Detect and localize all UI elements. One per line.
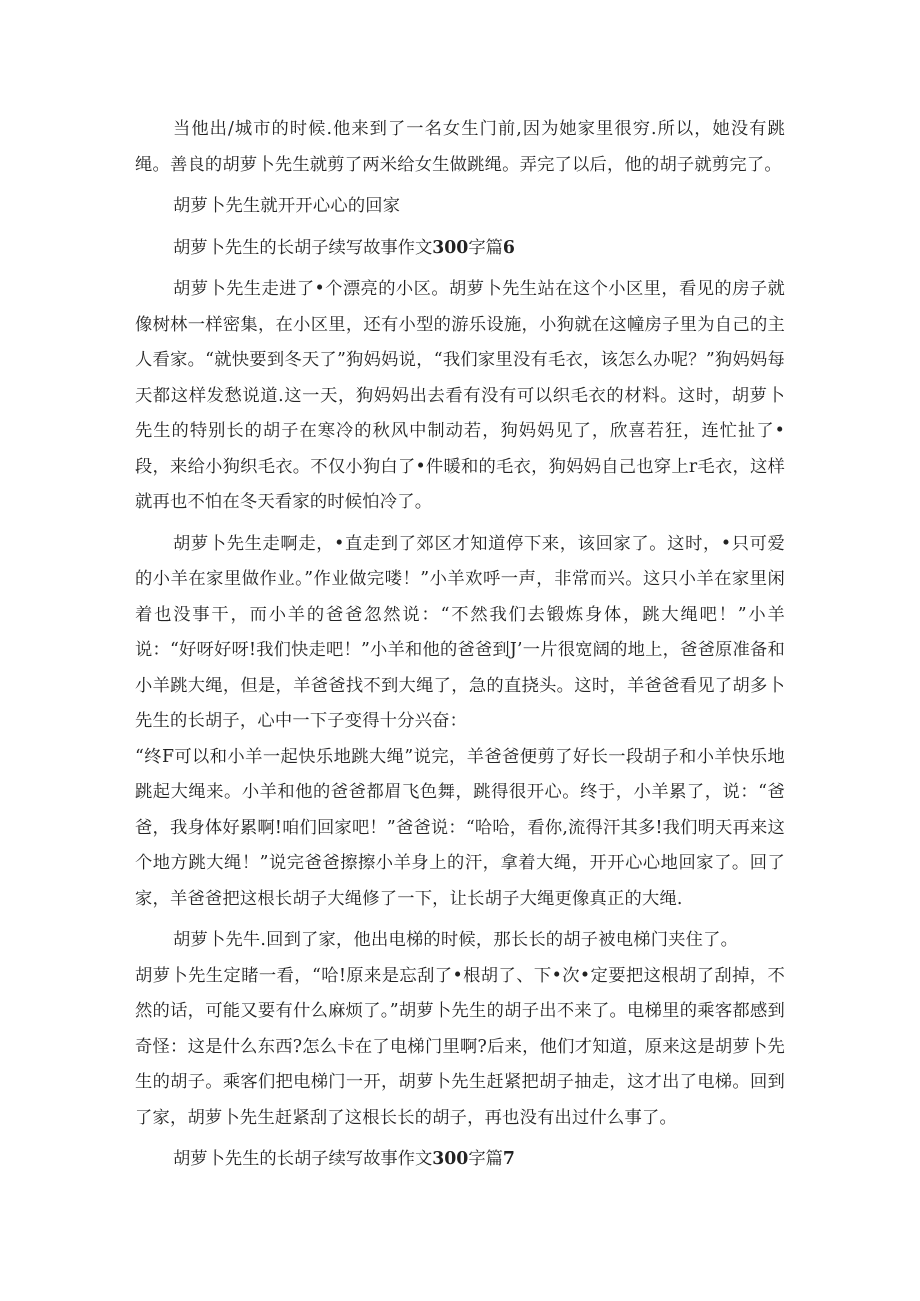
- heading-number: 300: [432, 237, 469, 258]
- heading-text: 字篇: [468, 1149, 503, 1169]
- paragraph: 当他出/城市的时候.他来到了一名女生门前,因为她家里很穷.所以，她没有跳绳。善良的胡萝卜先生就剪了两米给女生做跳绳。弄完了以后，他的胡子就剪完了。: [135, 119, 785, 175]
- paragraph: “终F可以和小羊一起快乐地跳大绳”说完，羊爸爸便剪了好长一段胡子和小羊快乐地跳起大绳来。小羊和他的爸爸都眉飞色舞，跳得很开心。终于，小羊累了，说：“爸爸，我身体好累啊!咱们回家吧！”爸爸说：“哈哈，看你,流得汗其多!我们明天再来这个地方跳大绳！”说完爸爸擦擦小羊身上的汗，拿着大绳，开开心心地回家了。回了家，羊爸爸把这根长胡子大绳修了一下，让长胡子大绳更像真正的大绳.: [135, 746, 785, 909]
- document-body: [135, 112, 785, 1178]
- heading-text: 胡萝卜先生的长胡子续写故事作文: [173, 237, 433, 258]
- heading-text: 字篇: [468, 237, 503, 258]
- paragraph: 胡萝卜先生走进了•个漂亮的小区。胡萝卜先生站在这个小区里，看见的房子就像树林一样密集，在小区里，还有小型的游乐设施，小狗就在这幢房子里为自己的主人看家。“就快要到冬天了”狗妈妈说，“我们家里没有毛衣，该怎么办呢？”狗妈妈每天都这样发愁说道.这一天，狗妈妈出去看有没有可以织毛衣的材料。这时，胡萝卜先生的特别长的胡子在寒冷的秋风中制动若，狗妈妈见了，欣喜若狂，连忙扯了•段，来给小狗织毛衣。不仅小狗白了•件暖和的毛衣，狗妈妈自己也穿上r毛衣，这样就再也不怕在冬天看家的时候怕冷了。: [135, 279, 785, 512]
- paragraph: 胡萝卜先生定睹一看，“哈!原来是忘刮了•根胡了、下•次•定要把这根胡了刮掉，不然的话，可能又要有什么麻烦了。”胡萝卜先生的胡子出不来了。电梯里的乘客都感到奇怪：这是什么东西?怎么卡在了电梯门里啊?后来，他们才知道，原来这是胡萝卜先生的胡子。乘客们把电梯门一开，胡萝卜先生赶紧把胡子抽走，这才出了电梯。回到了家，胡萝卜先生赶紧刮了这根长长的胡子，再也没有出过什么事了。: [135, 965, 785, 1128]
- paragraph: 胡萝卜先生就开开心心的回家: [173, 196, 401, 216]
- paragraph: 胡萝卜先牛.回到了家，他出电梯的时候，那长长的胡子被电梯门夹住了。: [173, 930, 739, 950]
- heading-number: 300: [432, 1149, 469, 1169]
- heading-index: 7: [502, 1149, 515, 1169]
- heading-text: 胡萝卜先生的长胡子续写故事作文: [173, 1149, 433, 1169]
- section-heading: [135, 231, 785, 267]
- heading-index: 6: [502, 237, 515, 258]
- paragraph: 胡萝卜先生走啊走，•直走到了郊区才知道停下来，该回家了。这时，•只可爱的小羊在家里做作业。”作业做完喽！”小羊欢呼一声，非常而兴。这只小羊在家里闲着也没事干，而小羊的爸爸忽然说：“不然我们去锻炼身体，跳大绳吧！”小羊说：“好呀好呀!我们快走吧！”小羊和他的爸爸到J’一片很宽阔的地上，爸爸原准备和小羊跳大绳，但是，羊爸爸找不到大绳了，急的直挠头。这时，羊爸爸看见了胡多卜先生的长胡子，心中一下子变得十分兴奋：: [135, 533, 785, 731]
- section-heading: [135, 1142, 785, 1178]
